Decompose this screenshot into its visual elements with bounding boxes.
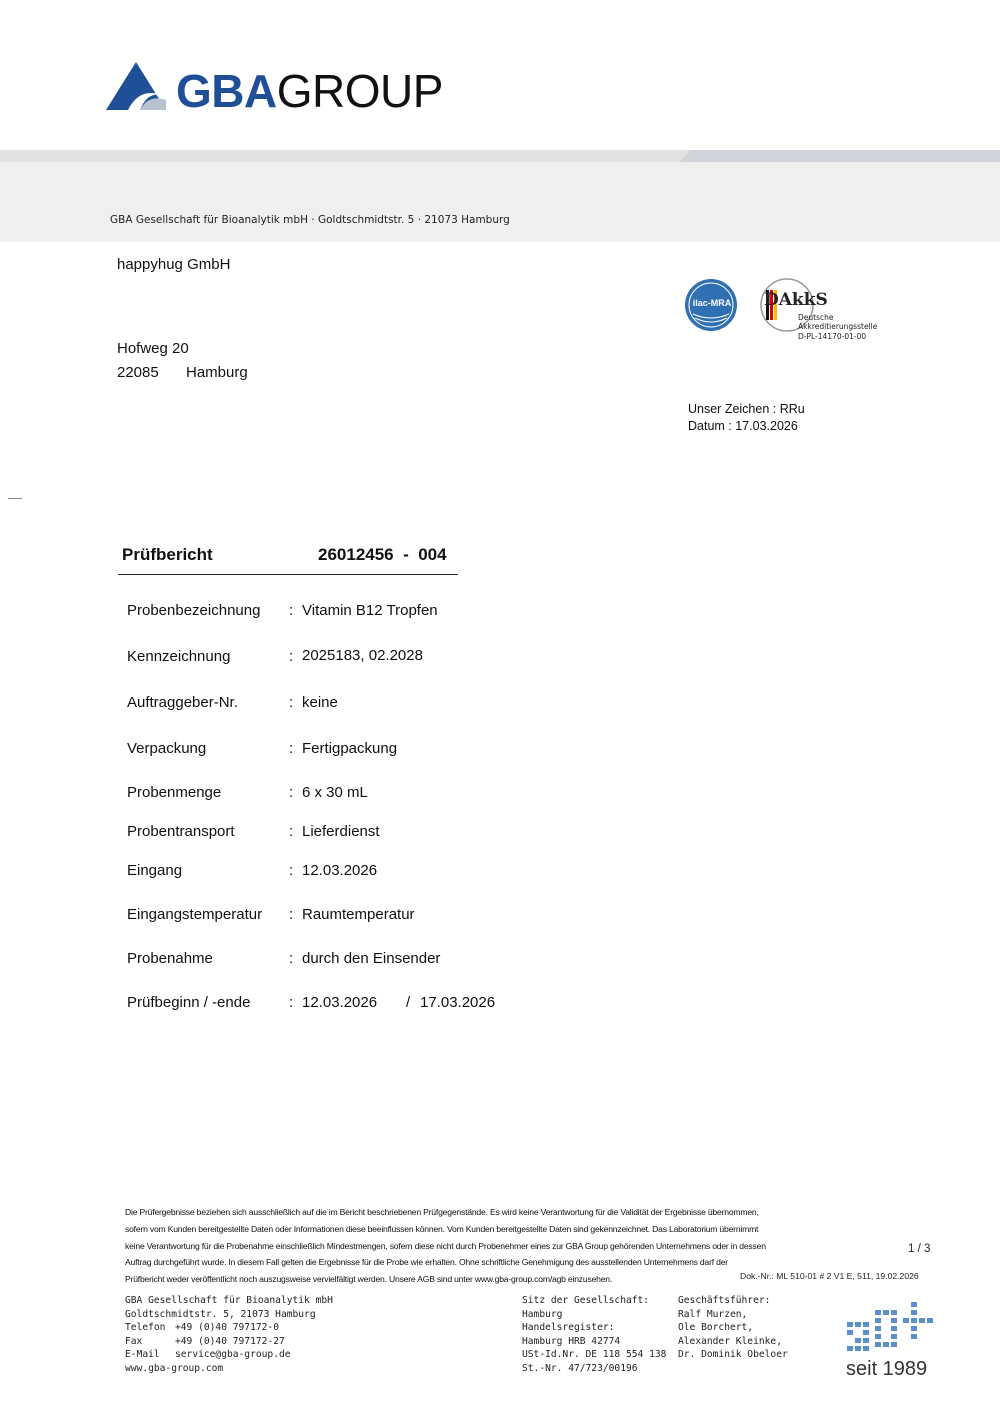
footer-fax: +49 (0)40 797172-27 [175, 1335, 285, 1347]
logo-group: GROUP [276, 65, 443, 117]
accreditation-logos [684, 278, 884, 341]
field-colon: : [289, 602, 294, 619]
seit-1989-emblem-icon [845, 1300, 935, 1360]
disclaimer-line: Prüfbericht weder veröffentlicht noch auszugsweise vervielfältigt werden. Unsere AGB sind unter www.gba-group.com/agb einzusehen. [125, 1274, 613, 1285]
footer-email-row [125, 1348, 333, 1362]
footer-management [678, 1294, 788, 1362]
footer-email-link[interactable]: service@gba-group.de [175, 1349, 291, 1360]
field-colon: : [289, 950, 294, 967]
footer-ceo-label: Geschäftsführer: [678, 1295, 771, 1306]
field-colon: : [289, 694, 294, 711]
field-value-probenbezeichnung: Vitamin B12 Tropfen [302, 602, 438, 619]
recipient-city: Hamburg [186, 364, 248, 381]
field-value-probenmenge: 6 x 30 mL [302, 784, 368, 801]
field-value-eingangstemperatur: Raumtemperatur [302, 906, 415, 923]
logo-wordmark [176, 66, 443, 116]
reference-datum: Datum : 17.03.2026 [688, 419, 798, 433]
recipient-company: happyhug GmbH [117, 256, 231, 273]
gba-logo-mark-icon [106, 60, 168, 112]
field-label-verpackung: Verpackung [127, 740, 207, 757]
report-title: Prüfbericht [122, 545, 213, 564]
footer-phone-label: Telefon [125, 1322, 166, 1333]
footer-seat: Hamburg [522, 1308, 563, 1320]
field-label-eingang: Eingang [127, 862, 183, 879]
recipient-zip: 22085 [117, 364, 159, 381]
field-label-probenmenge: Probenmenge [127, 784, 222, 801]
footer-ceo-4: Dr. Dominik Obeloer [678, 1349, 788, 1360]
field-label-probentransport: Probentransport [127, 823, 235, 840]
footer-contact [125, 1294, 333, 1375]
field-label-probenahme: Probenahme [127, 950, 213, 967]
footer-ceo-3: Alexander Kleinke, [678, 1335, 782, 1347]
field-value-pruefende: 17.03.2026 [420, 994, 496, 1011]
field-value-probenahme: durch den Einsender [302, 950, 441, 967]
dakks-label: DAkkS [764, 290, 828, 310]
field-colon: : [289, 823, 294, 840]
ilac-label: ilac-MRA [692, 298, 732, 308]
fold-mark [8, 498, 22, 499]
field-value-probentransport: Lieferdienst [302, 823, 380, 840]
footer-address: Goldtschmidtstr. 5, 21073 Hamburg [125, 1308, 316, 1320]
footer-phone: +49 (0)40 797172-0 [175, 1322, 279, 1333]
seit-1989-label: seit 1989 [846, 1358, 928, 1380]
field-colon: : [289, 906, 294, 923]
disclaimer-line: sofern vom Kunden bereitgestellte Daten oder Informationen diese beeinflussen können. Vom Kunden bereitgestellte Daten sind gekennzeichnet. Das Laboratorium übernimmt [125, 1223, 759, 1234]
field-value-eingang: 12.03.2026 [302, 862, 378, 879]
field-value-verpackung: Fertigpackung [302, 740, 398, 757]
field-value-pruefbeginn: 12.03.2026 [302, 994, 378, 1011]
dakks-line1: Deutsche [798, 313, 834, 322]
footer-ceo-2: Ole Borchert, [678, 1322, 754, 1333]
field-colon: : [289, 862, 294, 879]
footer-registration [522, 1294, 666, 1375]
sender-address-line: GBA Gesellschaft für Bioanalytik mbH · Goldtschmidtstr. 5 · 21073 Hamburg [110, 214, 510, 226]
header-band [0, 150, 1000, 242]
field-colon: : [289, 648, 294, 665]
gba-group-logo [106, 60, 486, 116]
dakks-line2: Akkreditierungsstelle [798, 322, 878, 331]
dakks-line3: D-PL-14170-01-00 [798, 332, 867, 341]
footer-seat-label: Sitz der Gesellschaft: [522, 1295, 650, 1306]
field-separator: / [406, 994, 411, 1011]
recipient-street: Hofweg 20 [117, 340, 189, 357]
report-number: 26012456 - 004 [318, 545, 447, 564]
reference-zeichen: Unser Zeichen : RRu [688, 402, 805, 416]
field-label-auftraggeber: Auftraggeber-Nr. [127, 694, 238, 711]
footer-fax-label: Fax [125, 1335, 143, 1347]
disclaimer-line: keine Verantwortung für die Probenahme einschließlich Mindestmengen, sofern diese nicht durch Probenehmer eines zur GBA Group gehörenden Unternehmens oder in dessen [125, 1240, 766, 1251]
field-colon: : [289, 994, 294, 1011]
disclaimer-text [125, 1204, 825, 1288]
field-colon: : [289, 740, 294, 757]
footer-ust: USt-Id.Nr. DE 118 554 138 [522, 1349, 667, 1360]
field-label-probenbezeichnung: Probenbezeichnung [127, 602, 261, 619]
footer-company-name: GBA Gesellschaft für Bioanalytik mbH [125, 1295, 333, 1306]
field-label-kennzeichnung: Kennzeichnung [127, 648, 231, 665]
footer-phone-row [125, 1321, 333, 1335]
footer-register-label: Handelsregister: [522, 1322, 615, 1333]
footer-fax-row [125, 1335, 333, 1349]
header-stripe-accent [680, 150, 1000, 162]
field-value-kennzeichnung: 2025183, 02.2028 [302, 647, 423, 664]
disclaimer-line: Die Prüfergebnisse beziehen sich ausschließlich auf die im Bericht beschriebenen Prüfgegenstände. Es wird keine Verantwortung für die Validität der Ergebnisse übernommen, [125, 1207, 759, 1217]
page-number: 1 / 3 [908, 1243, 931, 1255]
footer-register: Hamburg HRB 42774 [522, 1335, 621, 1347]
footer-email-label: E-Mail [125, 1349, 160, 1360]
field-value-auftraggeber: keine [302, 694, 338, 711]
logo-gba: GBA [176, 65, 277, 117]
field-colon: : [289, 784, 294, 801]
footer-ceo-1: Ralf Murzen, [678, 1308, 748, 1320]
footer-web-link[interactable]: www.gba-group.com [125, 1362, 224, 1374]
document-number: Dok.-Nr.: ML 510-01 # 2 V1 E, 511, 19.02.2026 [740, 1271, 919, 1281]
report-title-underline [118, 574, 458, 575]
disclaimer-line: Auftrag durchgeführt wurde. In diesem Fall gelten die Ergebnisse für die Probe wie erhalten. Ohne schriftliche Genehmigung des ausstellenden Unternehmens darf der [125, 1257, 728, 1268]
field-label-eingangstemperatur: Eingangstemperatur [127, 906, 263, 923]
footer-st: St.-Nr. 47/723/00196 [522, 1362, 638, 1374]
field-label-pruefbeginn: Prüfbeginn / -ende [127, 994, 251, 1011]
